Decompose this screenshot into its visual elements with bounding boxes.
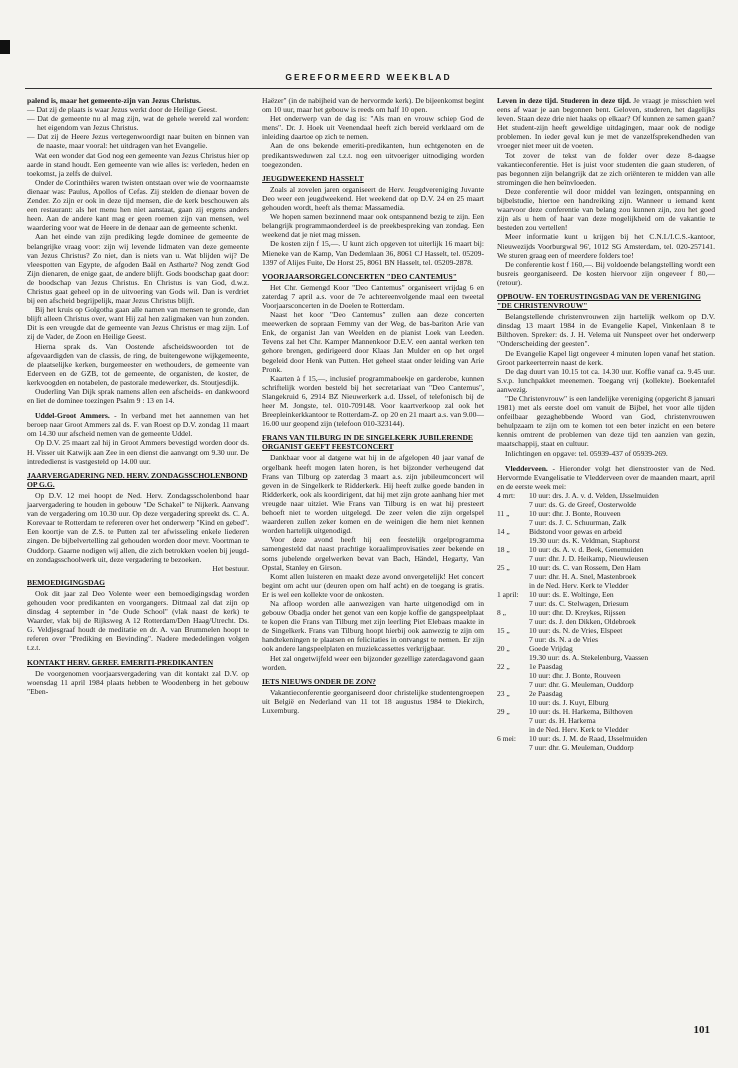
schedule-entry: 7 uur: dhr. G. Meuleman, Ouddorp	[529, 742, 634, 752]
bullet-3: — Dat zij de Heere Jezus vertegenwoordigt naar buiten en binnen van de naaste, maar vooral: het uitdragen van het Evangelie.	[27, 132, 249, 151]
schedule-entry: 10 uur: drs. J. A. v. d. Velden, IJsselmuiden	[529, 490, 659, 500]
schedule-date: 29 „	[497, 706, 510, 716]
print-edge-mark	[0, 40, 10, 54]
schedule-row	[497, 671, 715, 680]
schedule-row	[497, 617, 715, 626]
section-heading: KONTAKT HERV. GEREF. EMERITI-PREDIKANTEN	[27, 657, 214, 667]
schedule-date	[497, 671, 529, 680]
paragraph: Hierna sprak ds. Van Oostende afscheidswoorden tot de afgevaardigden van de classis, de ring, de buitengewone wijkgemeente, de plaatselijke kerken, burgemeester en wethouders, de gemeente van Ederveen en de GZB, tot de gemeente, de organisten, de koster, de kerkvoogden en notabelen, de pastorale medewerker, ds. Stoutjesdijk.	[27, 341, 249, 387]
schedule-row	[497, 680, 715, 689]
schedule-row	[497, 698, 715, 707]
schedule-entry: 10 uur: ds. H. Harkema, Bilthoven	[529, 706, 633, 716]
schedule-date	[497, 500, 529, 509]
paragraph: De voorgenomen voorjaarsvergadering van dit kontakt zal D.V. op woensdag 11 april 1984 plaats hebben te Woodenberg in het gebouw "Eben-	[27, 668, 249, 696]
schedule-entry: 10 uur: ds. J. Kuyt, Elburg	[529, 697, 609, 707]
schedule-entry: 10 uur: ds. J. M. de Raad, IJsselmuiden	[529, 733, 648, 743]
intro-line: palend is, maar het gemeente-zijn van Jezus Christus.	[27, 96, 201, 105]
paragraph: Kaarten à f 15,—, inclusief programmaboekje en garderobe, kunnen schriftelijk worden besteld bij het secretariaat van "Deo Cantemus", Slangekruid 6, 2914 BZ Nieuwerkerk a.d. IJssel, of telefonisch bij de heer M. Jongste, tel. 010-709148. Voor kaartverkoop zal ook het Breepleinkerkkantoor te Rotterdam-Z. op 20 en 21 maart a.s. van 9.00—16.00 uur geopend zijn (telefoon 010-323144).	[262, 373, 484, 429]
schedule-date: 11 „	[497, 508, 510, 518]
paragraph: Het zal ongetwijfeld weer een bijzonder gezellige zaterdagavond gaan worden.	[262, 653, 484, 672]
paragraph: "De Christenvrouw" is een landelijke vereniging (opgericht 8 januari 1981) met als eerste doel om vanuit de Bijbel, het voor alle tijden onfeilbaar gezaghebbende Woord van God, christenvrouwen behulpzaam te zijn om te komen tot een beter inzicht en een betere kennis omtrent de problemen van deze tijd ten aanzien van gezin, maatschappij, staat en cultuur.	[497, 394, 715, 449]
paragraph: Aan de ons bekende emeriti-predikanten, hun echtgenoten en de predikantsweduwen zal t.z.t. nog een uitvoeriger uitnodiging worden toegezonden.	[262, 141, 484, 169]
paragraph: Haëzer" (in de nabijheid van de hervormde kerk). De bijeenkomst begint om 10 uur, maar het gebouw is reeds om half 10 open.	[262, 96, 484, 115]
paragraph: Belangstellende christenvrouwen zijn hartelijk welkom op D.V. dinsdag 13 maart 1984 in de Evangelie Kapel, Vinkenlaan 8 te Bilthoven. Spreker: ds. J. H. Velema uit Nunspeet over het onderwerp "Onderscheiding der geesten".	[497, 312, 715, 349]
page-header: GEREFORMEERD WEEKBLAD	[285, 72, 452, 82]
schedule-date: 20 „	[497, 643, 510, 653]
vledderveen-notice: Vledderveen. - Hieronder volgt het dienstrooster van de Ned. Hervormde Evangelisatie te Vledderveen over de maanden maart, april en de eerste week mei:	[497, 463, 715, 491]
section-heading: VOORJAARSORGELCONCERTEN "DEO CANTEMUS"	[262, 271, 457, 281]
paragraph: Ook dit jaar zal Deo Volente weer een bemoedigingsdag worden gehouden voor predikanten en voorgangers. Ditmaal zal dat zijn op dinsdag 4 september in "de Oude School" (vlak naast de kerk) te Waarder, vlak bij de Rijksweg A 12 Rotterdam/Den Haag/Utrecht. Ds. G. Veldjesgraaf houdt de meditatie en dr. A. van Brummelen hoopt te referen over "Prediking en Bevinding". Nadere mededelingen volgen t.z.t.	[27, 588, 249, 653]
section-heading: IETS NIEUWS ONDER DE ZON?	[262, 676, 376, 686]
schedule-row	[497, 509, 715, 518]
paragraph: Komt allen luisteren en maakt deze avond onvergetelijk! Het concert begint om acht uur (deuren open om half acht) en de toegang is gratis. Er is wel een kollekte voor de onkosten.	[262, 571, 484, 599]
schedule-date	[497, 698, 529, 707]
schedule-row	[497, 608, 715, 617]
schedule-date	[497, 725, 529, 734]
schedule-date	[497, 518, 529, 527]
schedule-row	[497, 590, 715, 599]
schedule-row	[497, 644, 715, 653]
signature: Het bestuur.	[212, 563, 249, 573]
paragraph: Het onderwerp van de dag is: "Als man en vrouw schiep God de mens". Dr. J. Hoek uit Veenendaal heeft zich bereid verklaard om de inleiding daartoe op zich te nemen.	[262, 114, 484, 142]
schedule-entry: 1e Paasdag	[529, 661, 563, 671]
schedule-date	[497, 653, 529, 662]
schedule-date	[497, 554, 529, 563]
schedule-date	[497, 581, 529, 590]
schedule-entry: 7 uur: ds. H. Harkema	[529, 715, 596, 725]
schedule-date	[497, 635, 529, 644]
paragraph: Inlichtingen en opgave: tel. 05939-437 of 05939-269.	[505, 448, 668, 458]
schedule-entry: 10 uur: ds. E. Woltinge, Een	[529, 589, 614, 599]
schedule-entry: 7 uur: dhr. G. Meuleman, Ouddorp	[529, 679, 634, 689]
schedule-entry: 10 uur: ds. A. v. d. Beek, Genemuiden	[529, 544, 644, 554]
paragraph: Tot zover de tekst van de folder over deze 8-daagse vakantieconferentie. Het is juist voor studenten die gaan studeren, of pas begonnen zijn belangrijk dat ze zich oriënteren te midden van alle stromingen die hen beïnvloeden.	[497, 150, 715, 187]
schedule-date	[497, 617, 529, 626]
paragraph: Onder de Corinthiërs waren twisten ontstaan over wie de voornaamste dienaar was: Paulus, Apollos of Cefas. Zij stelden de dienaar boven de Zender. Zo zijn er ook in deze tijd mensen, die de kerk beschouwen als een restaurant: als het menu hen niet aanstaat, gaan zij ergens anders heen. Aan de andere kant mag er geen roemen zijn van mensen, wel waardering voor wat de Heere in de denaar aan de gemeente schenkt.	[27, 177, 249, 233]
paragraph: Het Chr. Gemengd Koor "Deo Cantemus" organiseert vrijdag 6 en zaterdag 7 april a.s. voor de 7e achtereenvolgende maal een tweetal Voorjaarsconcerten in de Doelen te Rotterdam.	[262, 282, 484, 310]
schedule-date	[497, 536, 529, 545]
schedule-row	[497, 527, 715, 536]
schedule-entry: Goede Vrijdag	[529, 643, 573, 653]
paragraph: Zoals al zovelen jaren organiseert de Herv. Jeugdvereniging Juvante Deo weer een jeugdweekend. Het weekend dat op D.V. 24 en 25 maart gehouden wordt, heeft als thema: Massamedia.	[262, 184, 484, 213]
schedule-row	[497, 716, 715, 725]
schedule-entry: 2e Paasdag	[529, 688, 563, 698]
header-rule	[25, 88, 712, 89]
paragraph: Op D.V. 25 maart zal hij in Groot Ammers bevestigd worden door ds. H. Visser uit Katwijk aan Zee in een dienst die aanvangt om 9.30 uur. De intrededienst is vastgesteld op 14.00 uur.	[27, 438, 249, 466]
schedule-entry: in de Ned. Herv. Kerk te Vledder	[529, 724, 629, 734]
schedule-entry: 7 uur: ds. N. a de Vries	[529, 634, 598, 644]
paragraph: Vakantieconferentie georganiseerd door christelijke studentengroepen uit België en Nederland van 11 tot 18 augustus 1984 te Diekirch, Luxemburg.	[262, 687, 484, 715]
paragraph: Ouderling Van Dijk sprak namens allen een afscheids- en dankwoord en liet de dominee toezingen Psalm 9 : 13 en 14.	[27, 387, 249, 406]
paragraph: Op D.V. 12 mei hoopt de Ned. Herv. Zondagsscholenbond haar jaarvergadering te houden in gebouw "De Schakel" te Nijkerk. Aanvang van de vergadering om 10.30 uur. Op deze vergadering spreekt ds. C. A. Korevaar te Rotterdam te refereren over het onderwerp "Kind en gebed". Een koortje van de Z.S. te Putten zal ter afwisseling enkele liederen zingen. De bijbelvertelling zal gehouden worden door mevr. Voortman te Ouddorp. Gaarne nodigen wij allen, die zich betrokken voelen bij jeugd- en zondagsschoolwerk uit, deze vergadering te bezoeken.	[27, 490, 249, 564]
schedule-date: 18 „	[497, 544, 510, 554]
schedule-row	[497, 599, 715, 608]
paragraph: We hopen samen bezinnend maar ook ontspannend bezig te zijn. Een belangrijk programmaonderdeel is de preekbespreking van zondag. Een weekend dat je niet mag missen.	[262, 212, 484, 240]
schedule-entry: 7 uur: dhr. J. D. Heikamp, Nieuwleusen	[529, 553, 649, 563]
schedule-entry: 7 uur: ds. J. den Dikken, Oldebroek	[529, 616, 636, 626]
schedule-row	[497, 572, 715, 581]
schedule-row	[497, 554, 715, 563]
section-heading: OPBOUW- EN TOERUSTINGSDAG VAN DE VERENIGING "DE CHRISTENVROUW"	[497, 291, 701, 311]
section-heading: FRANS VAN TILBURG IN DE SINGELKERK JUBILERENDE ORGANIST GEEFT FEESTCONCERT	[262, 433, 473, 452]
schedule-entry: 7 uur: ds. G. de Greef, Oosterwolde	[529, 499, 637, 509]
schedule-date: 1 april:	[497, 589, 519, 599]
section-heading: BEMOEDIGINGSDAG	[27, 577, 106, 587]
paragraph: Voor deze avond heeft hij een feestelijk orgelprogramma samengesteld dat naast prachtige koraalimprovisaties zeer bekende en soms jubelende orgelwerken bevat van Bach, Händel, Hegarty, Van Opstal, Stanley en Girson.	[262, 535, 484, 572]
paragraph: De kosten zijn f 15,—. U kunt zich opgeven tot uiterlijk 16 maart bij: Mieneke van de Kamp, Van Dedemlaan 36, 8061 CJ Hasselt, tel. 05209-1397 of Alijes Fuite, De Horst 25, 8061 BN Hasselt, tel. 05209-2878.	[262, 239, 484, 267]
paragraph: De conferentie kost f 160,—. Bij voldoende belangstelling wordt een busreis georganiseerd. De kosten hiervoor zijn ongeveer f 80,— (retour).	[497, 259, 715, 287]
schedule-row	[497, 581, 715, 590]
schedule-date: 6 mei:	[497, 733, 516, 743]
schedule-date: 25 „	[497, 562, 510, 572]
schedule-row	[497, 635, 715, 644]
paragraph: Meer informatie kunt u krijgen bij het C.N.I./I.C.S.-kantoor, Nieuwezijds Voorburgwal 96', 1012 SG Amsterdam, tel. 020-257141. We sturen graag een of meerdere folders toe!	[497, 232, 715, 260]
column-3	[497, 96, 715, 752]
section-heading: JAARVERGADERING NED. HERV. ZONDAGSSCHOLENBOND OP G.G.	[27, 470, 248, 489]
schedule-row	[497, 743, 715, 752]
schedule-date	[497, 680, 529, 689]
bullet-2: — Dat de gemeente nu al mag zijn, wat de gehele wereld zal worden: het eigendom van Jezus Christus.	[27, 114, 250, 133]
paragraph: Na afloop worden alle aanwezigen van harte uitgenodigd om in gebouw Obadja onder het genot van een kopje koffie de gangspeelplaat te kopen die Frans van Tilburg met zijn leerling Piet Elebaas maakte in de Singelkerk. Frans van Tilburg hoopt hierbij ook aanwezig te zijn om handtekeningen te plaatsen en felicitaties in ontvangst te nemen. Er zijn ook andere langspeelplaten en muziekcassettes verkrijgbaar.	[262, 598, 484, 654]
paragraph: De dag duurt van 10.15 tot ca. 14.30 uur. Koffie vanaf ca. 9.45 uur. S.v.p. lunchpakket meenemen. Toegang vrij (kollekte). Boekentafel aanwezig.	[497, 366, 715, 394]
schedule-row	[497, 545, 715, 554]
schedule-entry: 10 uur: dhr. D. Kreykes, Rijssen	[529, 607, 626, 617]
schedule-row	[497, 725, 715, 734]
schedule-row	[497, 689, 715, 698]
schedule-date	[497, 572, 529, 581]
paragraph: Dankbaar voor al datgene wat hij in de afgelopen 40 jaar vanaf de orgelbank heeft mogen laten horen, is het bijzonder verheugend dat Frans van Tilburg op zaterdag 3 maart a.s. zijn jubileumconcert wil geven in de Singelkerk te Ridderkerk. Hij heeft zulke goede banden in Ridderkerk, ook als koordirigent, dat hij met zijn grote aanhang hier met vreugde naar uitziet. Wie Frans van Tilburg is en wat hij presteert behoeft niet te worden uitgelegd. De zeer velen die zijn orgelspel waarderen zullen zeker komen en de weinigen die hem niet kennen worden hartelijk uitgenodigd.	[262, 453, 484, 536]
schedule-date: 14 „	[497, 526, 510, 536]
schedule-entry: Bidstond voor gewas en arbeid	[529, 526, 622, 536]
schedule-entry: 19.30 uur: ds. A. Stekelenburg, Vaassen	[529, 652, 649, 662]
paragraph: Aan het einde van zijn prediking legde dominee de gemeente de belangrijke vraag voor: zijn wij levende lidmaten van deze gemeente van Jezus Christus? Zo niet, dan is niets van u. Wat blijden wij? De vleespotten van Egypte, de afgoden Baäl en Astharte? Nog zendt God Zijn dienaren, de enige gaat, de andere blijft. Gods boodschap gaat door: de boodschap van Jezus Christus. En Christus is van God, d.w.z. Christus gaat geheel op in de uitvoering van Gods wil. Dan is verdriet bij een afscheid begrijpelijk, maar Jezus Christus blijft.	[27, 232, 249, 306]
schedule-row	[497, 563, 715, 572]
column-1	[27, 96, 249, 696]
schedule-row	[497, 500, 715, 509]
schedule-row	[497, 734, 715, 743]
schedule-row	[497, 662, 715, 671]
service-schedule	[497, 491, 715, 752]
schedule-entry: 10 uur: ds. C. van Rossem, Den Ham	[529, 562, 641, 572]
schedule-date	[497, 716, 529, 725]
uddel-notice: Uddel-Groot Ammers. - In verband met het aannemen van het beroep naar Groot Ammers zal ds. F. van Roest op D.V. zondag 11 maart om 14.30 uur afscheid nemen van de gemeente Uddel.	[27, 411, 249, 439]
schedule-entry: in de Ned. Herv. Kerk te Vledder	[529, 580, 629, 590]
schedule-row	[497, 653, 715, 662]
schedule-row	[497, 536, 715, 545]
schedule-entry: 19.30 uur: ds. K. Veldman, Staphorst	[529, 535, 640, 545]
schedule-row	[497, 626, 715, 635]
schedule-date: 8 „	[497, 607, 506, 617]
paragraph: Wat een wonder dat God nog een gemeente van Jezus Christus hier op aarde in stand houdt. Een gemeente van wie alles is: verleden, heden en toekomst, ja zelfs de duivel.	[27, 150, 249, 178]
schedule-date: 15 „	[497, 625, 510, 635]
schedule-date	[497, 743, 529, 752]
paragraph: Naast het koor "Deo Cantemus" zullen aan deze concerten meewerken de sopraan Femmy van der Weg, de bas-bariton Arie van Enk, de organist Jan van Weelden en de pianist Loek van Leeden. Tevens zal het Chr. Kamper Mannenkoor D.E.V. een aantal werken ten gehore brengen, gedirigeerd door Klaas Jan Mulder en op het orgel begeleid door Henk van Putten. Het geheel staat onder leiding van Arie Pronk.	[262, 310, 484, 374]
paragraph: Leven in deze tijd. Studeren in deze tijd. Je vraagt je misschien wel eens af waar je aan begonnen bent. Geloven, studeren, het dagelijks leven. Staan deze drie niet haaks op elkaar? Of kunnen ze samen gaan? Het student-zijn heeft geweldige uitdagingen, maar ook de nodige problemen. In ieder geval kun je met de vanzelfsprekendheden van vroeger niet meer uit de voeten.	[497, 96, 715, 151]
schedule-entry: 10 uur: dhr. J. Bonte, Rouveen	[529, 508, 621, 518]
bullet-1: — Dat zij de plaats is waar Jezus werkt door de Heilige Geest.	[27, 105, 217, 115]
schedule-entry: 7 uur: dhr. H. A. Snel, Mastenbroek	[529, 571, 637, 581]
schedule-date	[497, 599, 529, 608]
schedule-entry: 10 uur: dhr. J. Bonte, Rouveen	[529, 670, 621, 680]
column-2	[262, 96, 484, 715]
schedule-date: 22 „	[497, 661, 510, 671]
section-heading: JEUGDWEEKEND HASSELT	[262, 173, 364, 183]
page-number: 101	[693, 1024, 710, 1036]
paragraph: Bij het kruis op Golgotha gaan alle namen van mensen te gronde, dan blijft alleen Christus over, want Hij zal hen zaligmaken van hun zonden. Dit is een vreugde dat de gemeente van Jezus Christus er mag zijn. Lof zij de Vader, de Zoon en Heilige Geest.	[27, 305, 249, 342]
schedule-entry: 10 uur: ds. N. de Vries, Elspeet	[529, 625, 623, 635]
schedule-entry: 7 uur: ds. J. C. Schuurman, Zalk	[529, 517, 627, 527]
schedule-date: 4 mrt:	[497, 490, 516, 500]
schedule-date: 23 „	[497, 688, 510, 698]
schedule-row	[497, 491, 715, 500]
schedule-row	[497, 707, 715, 716]
paragraph: Deze conferentie wil door middel van lezingen, ontspanning en bijbelstudie, hiertoe een handreiking zijn. Wanneer u iemand kent waarvoor deze conferentie van belang zou kunnen zijn, zou het goed zijn als u hem of haar van deze mogelijkheid om de vakantie te besteden zou vertellen!	[497, 186, 715, 233]
schedule-row	[497, 518, 715, 527]
paragraph: De Evangelie Kapel ligt ongeveer 4 minuten lopen vanaf het station. Groot parkeerterrein naast de kerk.	[497, 348, 715, 367]
schedule-entry: 7 uur: ds. C. Stelwagen, Driesum	[529, 598, 629, 608]
